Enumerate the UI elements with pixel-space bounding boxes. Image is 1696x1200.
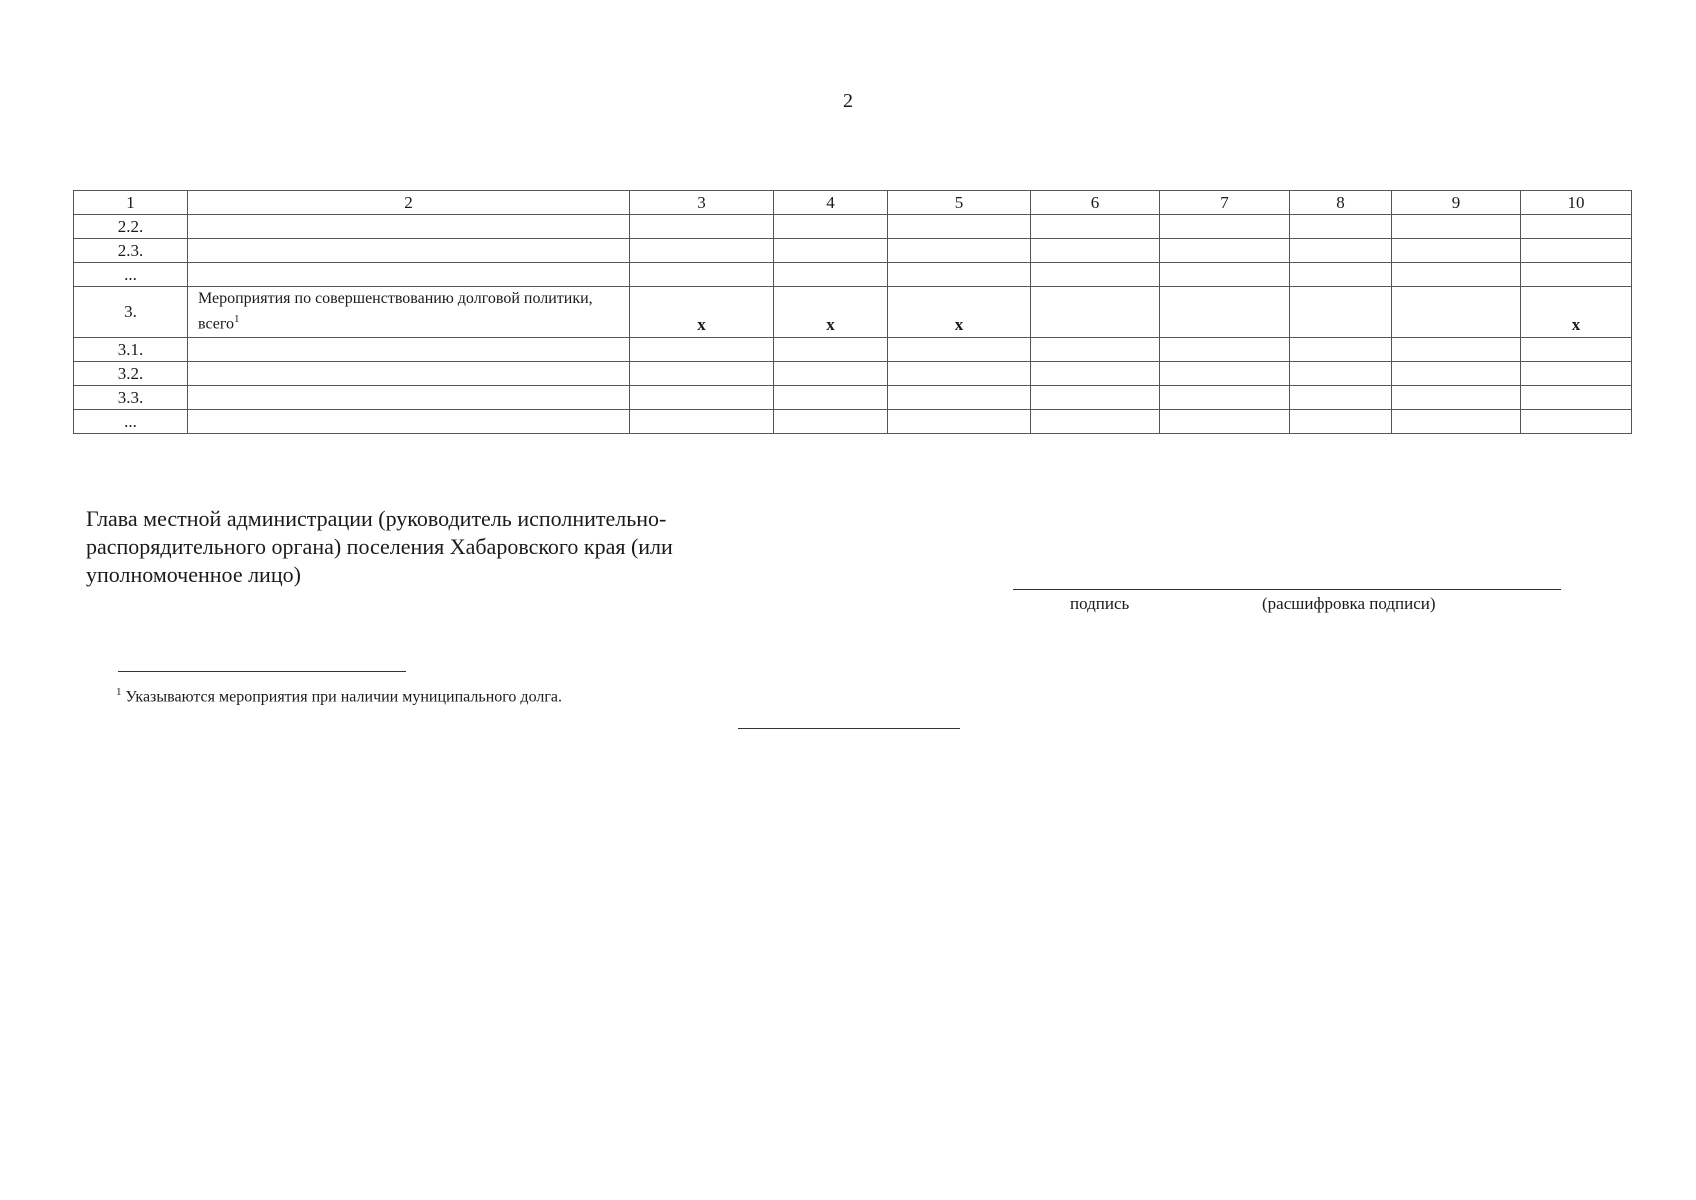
footnote-reference: 1 — [234, 313, 240, 326]
table-row — [74, 362, 1632, 386]
row-number: 2.2. — [74, 215, 188, 239]
row-number: 3.3. — [74, 386, 188, 410]
signature-caption: подпись — [1070, 594, 1130, 613]
table-cell — [1160, 410, 1290, 434]
row-name — [188, 386, 630, 410]
table-cell — [1521, 410, 1632, 434]
table-cell — [1392, 410, 1521, 434]
table-cell — [1392, 362, 1521, 386]
row-name — [188, 215, 630, 239]
table-cell — [774, 362, 888, 386]
table-cell — [888, 386, 1031, 410]
table-cell — [774, 239, 888, 263]
table-cell — [888, 239, 1031, 263]
table-cell — [1031, 338, 1160, 362]
table-cell — [1160, 338, 1290, 362]
table-cell — [1290, 263, 1392, 287]
table-cell — [1290, 386, 1392, 410]
table-cell — [630, 215, 774, 239]
table-cell — [1290, 338, 1392, 362]
table-cell — [774, 263, 888, 287]
table-cell — [774, 338, 888, 362]
table-cell — [1290, 215, 1392, 239]
column-header: 9 — [1392, 191, 1521, 215]
table-cell — [1031, 287, 1160, 338]
table-cell — [1521, 263, 1632, 287]
footnote-separator — [118, 671, 406, 672]
table-cell — [1290, 239, 1392, 263]
table-row — [74, 263, 1632, 287]
end-of-document-rule — [738, 728, 960, 729]
footnote-text: Указываются мероприятия при наличии муниципального долга. — [125, 688, 562, 706]
page-number: 2 — [843, 90, 853, 112]
column-header: 10 — [1521, 191, 1632, 215]
row-name — [188, 338, 630, 362]
table-cell — [888, 263, 1031, 287]
row-name — [188, 263, 630, 287]
table-cell — [1031, 239, 1160, 263]
table-cell — [1521, 239, 1632, 263]
table-row — [74, 215, 1632, 239]
table-row — [74, 410, 1632, 434]
table-cell — [1160, 362, 1290, 386]
table-cell — [888, 338, 1031, 362]
table-cell — [1160, 215, 1290, 239]
column-header: 4 — [774, 191, 888, 215]
table-cell — [1031, 362, 1160, 386]
table-cell — [1521, 362, 1632, 386]
table-header-row — [74, 191, 1632, 215]
table-cell — [1521, 386, 1632, 410]
signature-decoding-caption: (расшифровка подписи) — [1262, 594, 1436, 613]
measures-table — [73, 190, 1632, 434]
column-header: 7 — [1160, 191, 1290, 215]
column-header: 5 — [888, 191, 1031, 215]
table-cell — [1290, 410, 1392, 434]
row-number: ... — [74, 263, 188, 287]
table-cell — [1392, 263, 1521, 287]
column-header: 1 — [74, 191, 188, 215]
table-cell: х — [774, 287, 888, 338]
column-header: 6 — [1031, 191, 1160, 215]
table-cell — [1160, 287, 1290, 338]
table-cell — [630, 386, 774, 410]
row-number: 3.1. — [74, 338, 188, 362]
footnote-marker: 1 — [116, 686, 122, 698]
row-name — [188, 362, 630, 386]
table-cell — [1521, 338, 1632, 362]
footnote — [116, 686, 562, 706]
table-row — [74, 338, 1632, 362]
column-header: 8 — [1290, 191, 1392, 215]
table-cell — [1160, 239, 1290, 263]
row-number: 2.3. — [74, 239, 188, 263]
table-cell — [888, 410, 1031, 434]
table-cell — [888, 362, 1031, 386]
row-name — [188, 287, 630, 338]
table-cell — [1031, 386, 1160, 410]
table-cell — [630, 362, 774, 386]
signatory-title: Глава местной администрации (руководитель исполнительно-распорядительного органа) поселения Хабаровского края (или уполномоченное лицо) — [86, 506, 673, 587]
table-cell — [1160, 386, 1290, 410]
column-header: 3 — [630, 191, 774, 215]
table-cell — [1290, 362, 1392, 386]
table-cell — [1392, 287, 1521, 338]
row-name-text: Мероприятия по совершенствованию долговой политики, всего — [198, 290, 593, 333]
table-row — [74, 386, 1632, 410]
row-name — [188, 410, 630, 434]
table-cell — [774, 215, 888, 239]
table-cell — [630, 410, 774, 434]
table-cell: х — [888, 287, 1031, 338]
table-cell — [630, 338, 774, 362]
table-cell — [1290, 287, 1392, 338]
table-cell: х — [630, 287, 774, 338]
table-cell — [1392, 239, 1521, 263]
column-header: 2 — [188, 191, 630, 215]
table-cell — [774, 386, 888, 410]
table-row — [74, 239, 1632, 263]
table-cell — [1392, 338, 1521, 362]
row-number: ... — [74, 410, 188, 434]
table-cell — [774, 410, 888, 434]
table-cell — [1031, 215, 1160, 239]
table-cell — [630, 263, 774, 287]
table-cell — [1392, 215, 1521, 239]
row-name — [188, 239, 630, 263]
row-number: 3. — [74, 287, 188, 338]
table-row-total — [74, 287, 1632, 338]
table-cell — [1031, 410, 1160, 434]
table-cell — [1160, 263, 1290, 287]
signature-line — [1013, 589, 1561, 590]
table-cell — [888, 215, 1031, 239]
table-cell — [1031, 263, 1160, 287]
table-cell — [1521, 215, 1632, 239]
row-number: 3.2. — [74, 362, 188, 386]
table-cell: х — [1521, 287, 1632, 338]
table-cell — [630, 239, 774, 263]
table-cell — [1392, 386, 1521, 410]
